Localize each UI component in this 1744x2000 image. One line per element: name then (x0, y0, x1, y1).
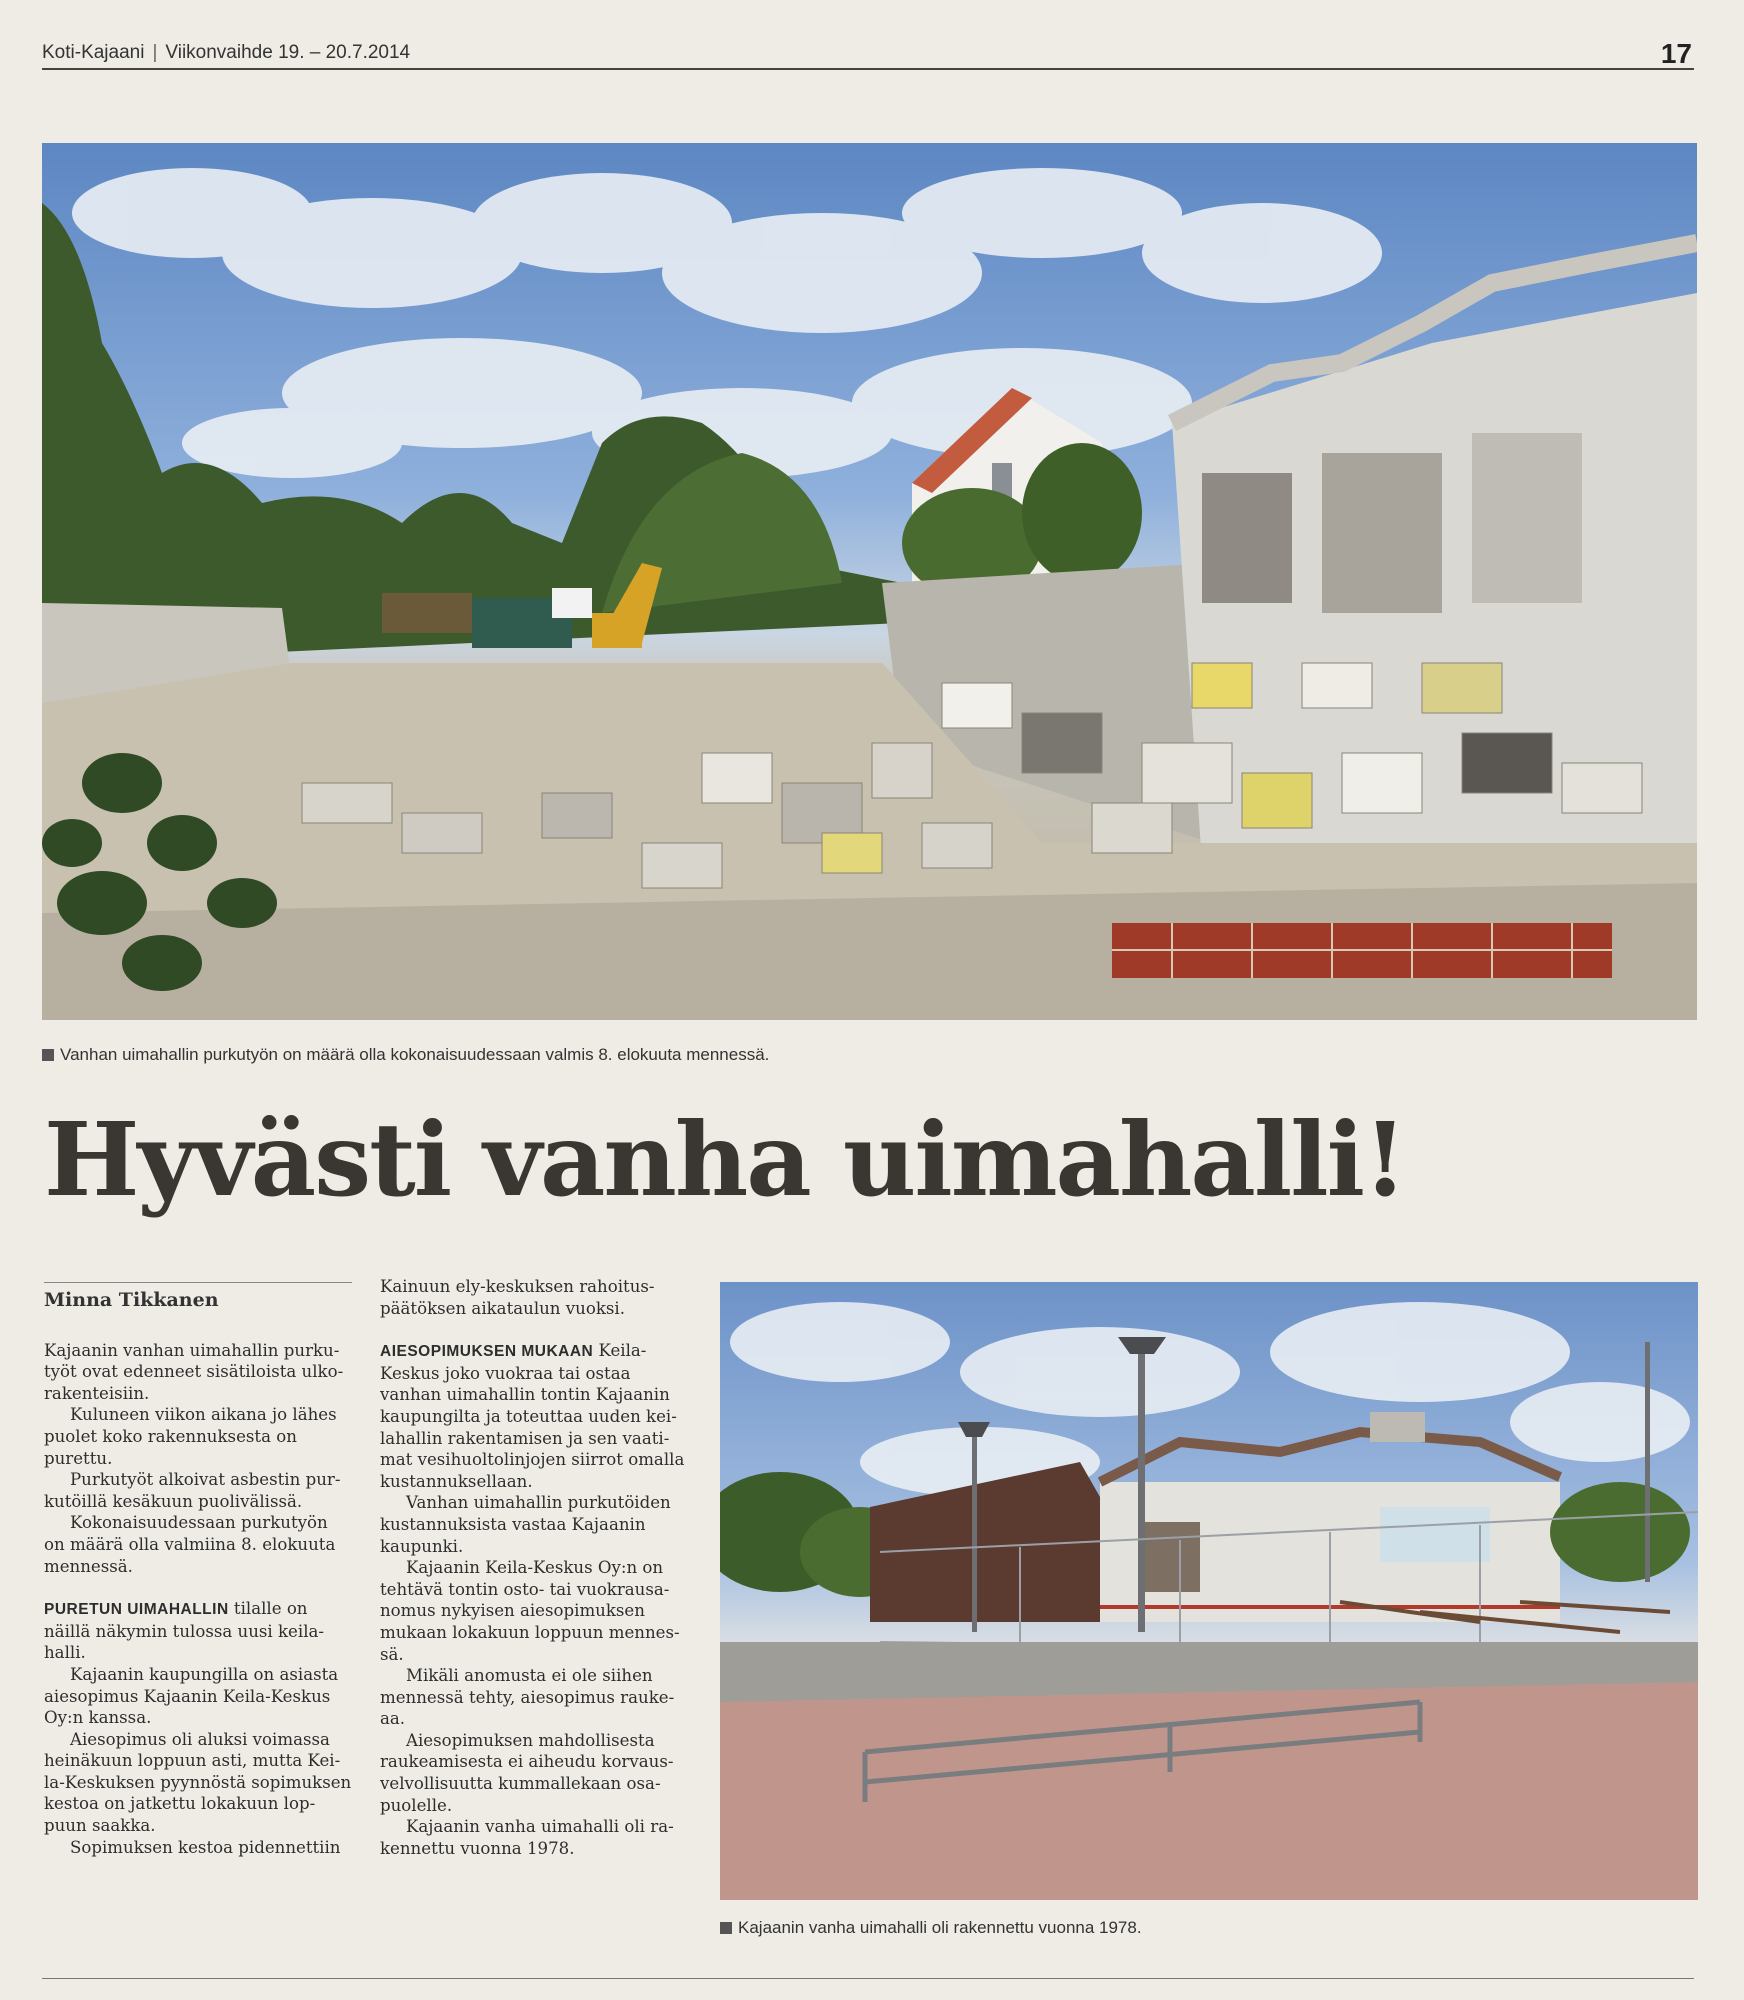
paragraph: Purkutyöt alkoivat asbestin purkutöillä kesäkuun puolivälissä. (44, 1470, 341, 1511)
page-number: 17 (1660, 38, 1692, 69)
lead-in: AIESOPIMUKSEN MUKAAN (380, 1343, 594, 1361)
paragraph-gap (380, 1319, 690, 1340)
paragraph: Kajaanin vanha uimahalli oli rakennettu vuonna 1978. (380, 1817, 674, 1858)
photo-caption-bottom-text: Kajaanin vanha uimahalli oli rakennettu vuonna 1978. (738, 1918, 1142, 1937)
article-column-1 (44, 1276, 352, 1858)
photo-caption-bottom (720, 1918, 1142, 1938)
lead-in-rest: Keila-Keskus joko vuokraa tai ostaa vanhan uimahallin tontin Kajaanin kaupungilta ja toteuttaa uuden keilahallin rakentamisen ja sen vaatimat vesihuoltolinjojen siirrot omalla kustannuksellaan. (380, 1341, 685, 1491)
running-header (42, 42, 410, 64)
header-separator: | (152, 42, 158, 63)
caption-square-marker (42, 1049, 54, 1061)
paragraph: Aiesopimus oli aluksi voimassa heinäkuun loppuun asti, mutta Keila-Keskuksen pyynnöstä sopimuksen kestoa on jatkettu lokakuun loppuun saakka. (44, 1729, 352, 1836)
footer-rule (42, 1978, 1694, 1979)
photo-caption-top (42, 1045, 769, 1065)
paragraph: Kajaanin Keila-Keskus Oy:n on tehtävä tontin osto- tai vuokrausanomus nykyisen aiesopimuksen mukaan lokakuun loppuun mennessä. (380, 1558, 680, 1664)
header-rule (42, 68, 1694, 70)
paragraph: Sopimuksen kestoa pidennettiin (70, 1837, 341, 1857)
photo-caption-top-text: Vanhan uimahallin purkutyön on määrä olla kokonaisuudessaan valmis 8. elokuuta mennessä. (60, 1045, 770, 1064)
publication-name: Koti-Kajaani (42, 42, 145, 63)
lead-in: PURETUN UIMAHALLIN (44, 1601, 229, 1619)
article-column-2 (380, 1276, 690, 1859)
photo-demolition-site (42, 143, 1697, 1020)
paragraph-gap (44, 1577, 352, 1598)
issue-date: Viikonvaihde 19. – 20.7.2014 (165, 42, 411, 63)
paragraph: Mikäli anomusta ei ole siihen mennessä tehty, aiesopimus raukeaa. (380, 1666, 675, 1729)
paragraph: Kainuun ely-keskuksen rahoituspäätöksen aikataulun vuoksi. (380, 1277, 655, 1318)
lead-in-rest: tilalle on näillä näkymin tulossa uusi keilahalli. (44, 1599, 324, 1663)
paragraph-with-lead (44, 1598, 352, 1664)
paragraph: Kajaanin vanhan uimahallin purkutyöt ovat edenneet sisätiloista ulkorakenteisiin. (44, 1340, 344, 1403)
paragraph: Kokonaisuudessaan purkutyön on määrä olla valmiina 8. elokuuta mennessä. (44, 1513, 336, 1576)
photo-old-swimming-hall (720, 1282, 1698, 1900)
headline: Hyvästi vanha uimahalli! (44, 1100, 1406, 1219)
caption-square-marker (720, 1922, 732, 1934)
byline: Minna Tikkanen (44, 1289, 219, 1311)
paragraph-with-lead (380, 1340, 690, 1492)
paragraph: Kuluneen viikon aikana jo lähes puolet koko rakennuksesta on purettu. (44, 1405, 337, 1468)
paragraph: Kajaanin kaupungilla on asiasta aiesopimus Kajaanin Keila-Keskus Oy:n kanssa. (44, 1664, 339, 1728)
paragraph: Aiesopimuksen mahdollisesta raukeamisesta ei aiheudu korvausvelvollisuutta kummallekaan osapuolelle. (380, 1730, 674, 1815)
paragraph: Vanhan uimahallin purkutöiden kustannuksista vastaa Kajaanin kaupunki. (380, 1493, 671, 1556)
